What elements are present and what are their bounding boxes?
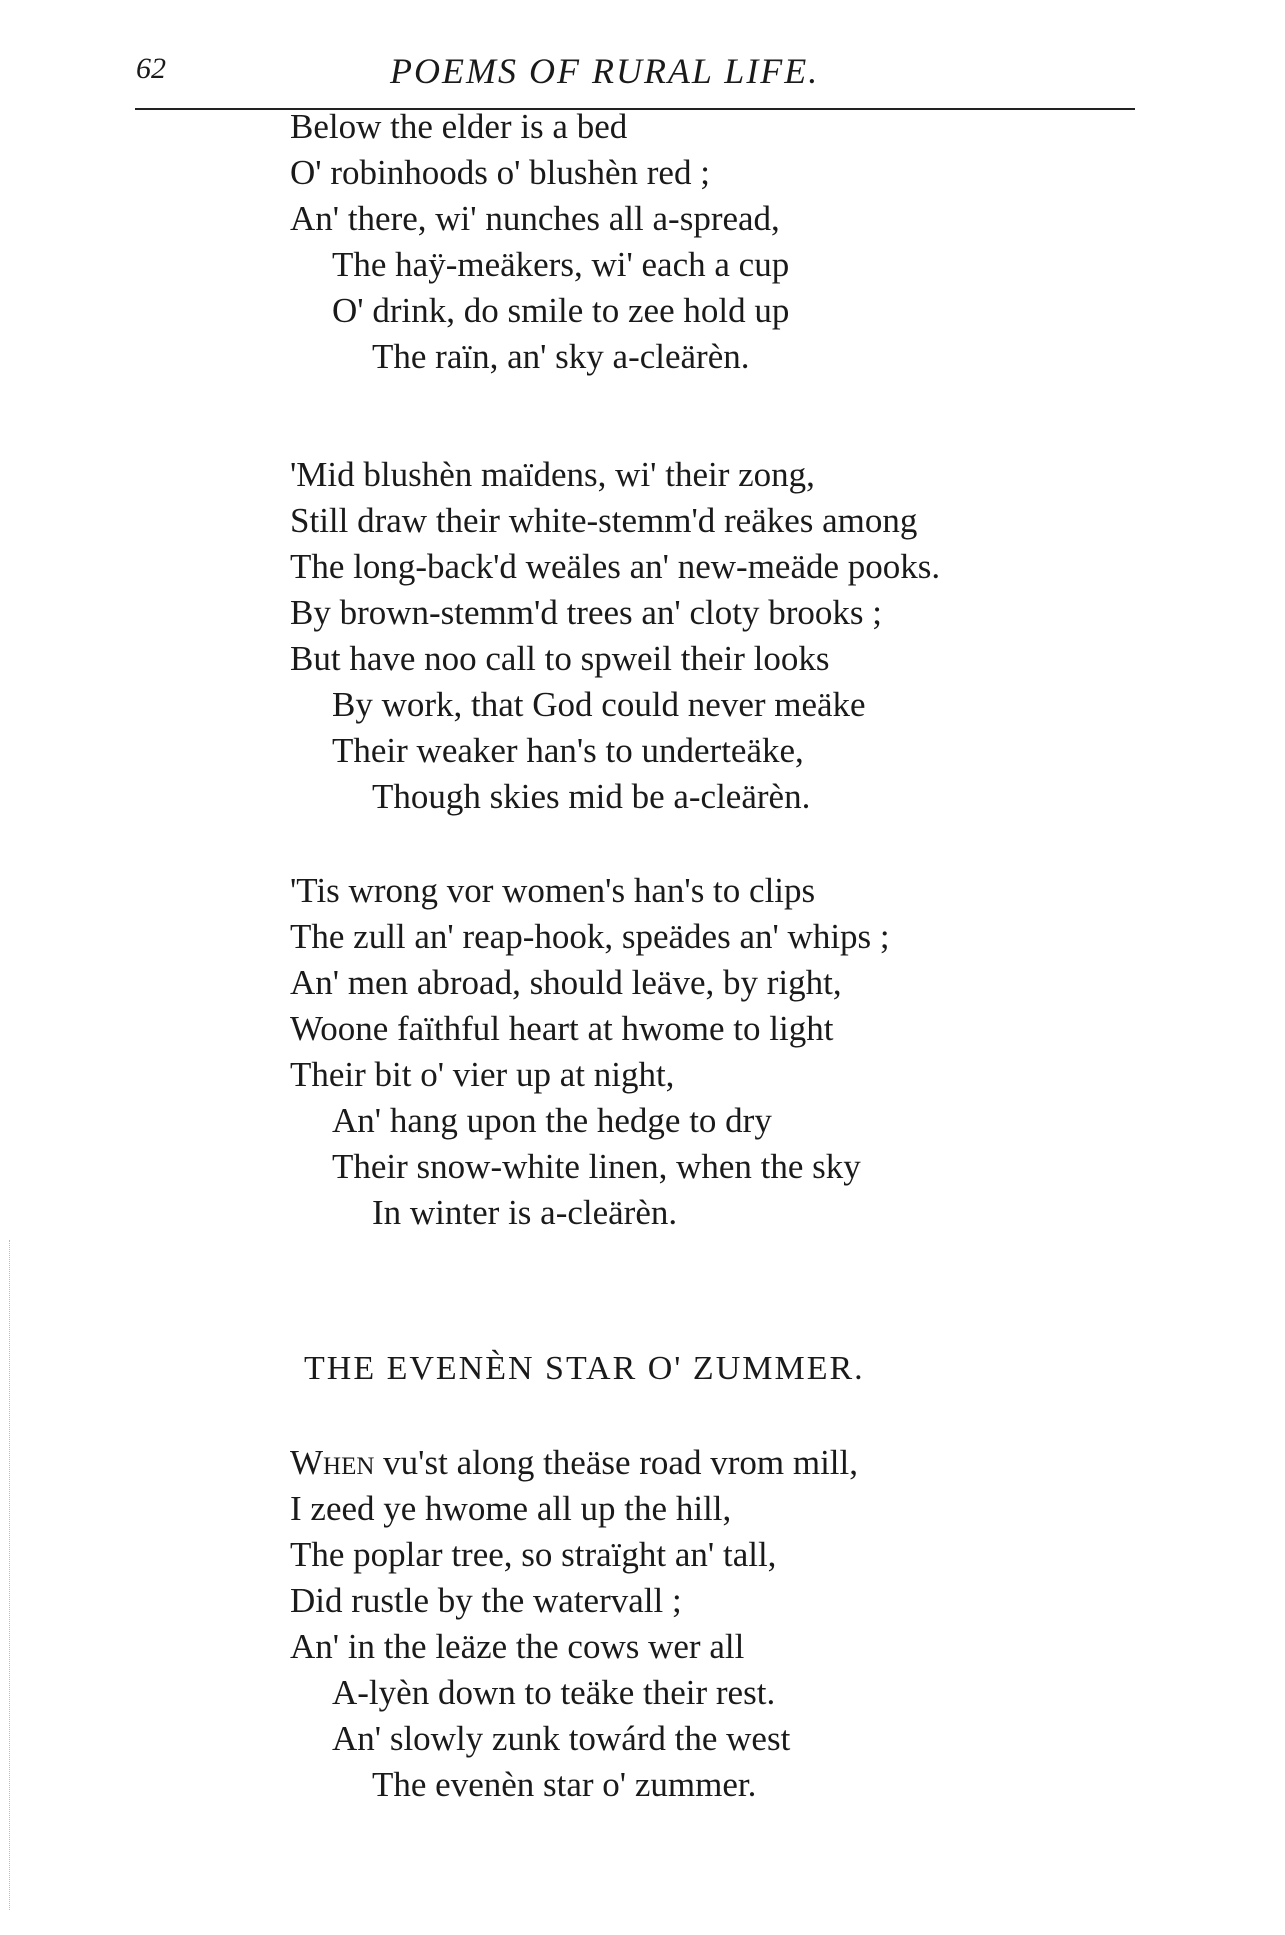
poem-line: An' slowly zunk towárd the west	[332, 1719, 791, 1758]
poem-line: I zeed ye hwome all up the hill,	[290, 1489, 732, 1528]
poem-line: 'Mid blushèn maïdens, wi' their zong,	[290, 455, 815, 494]
stanza-1	[290, 104, 1110, 380]
poem-line: The evenèn star o' zummer.	[372, 1765, 757, 1804]
poem-line: 'Tis wrong vor women's han's to clips	[290, 871, 816, 910]
stanza-2	[290, 452, 1110, 820]
poem-line: The poplar tree, so straïght an' tall,	[290, 1535, 777, 1574]
poem-line: O' drink, do smile to zee hold up	[332, 291, 790, 330]
poem-line: Their weaker han's to underteäke,	[332, 731, 804, 770]
gutter-dotted-line	[9, 1240, 10, 1910]
opening-word: When	[290, 1443, 375, 1482]
poem-line: The haÿ-meäkers, wi' each a cup	[332, 245, 790, 284]
poem-line: An' in the leäze the cows wer all	[290, 1627, 745, 1666]
stanza-poem2	[290, 1440, 1110, 1808]
poem-line: Their snow-white linen, when the sky	[332, 1147, 861, 1186]
poem-line: O' robinhoods o' blushèn red ;	[290, 153, 710, 192]
poem-line: An' men abroad, should leäve, by right,	[290, 963, 842, 1002]
poem-line: Still draw their white-stemm'd reäkes among	[290, 501, 918, 540]
poem-title: THE EVENÈN STAR O' ZUMMER.	[304, 1350, 865, 1387]
poem-line: By work, that God could never meäke	[332, 685, 866, 724]
page-number: 62	[136, 52, 166, 85]
poem-line: The zull an' reap-hook, speädes an' whips ;	[290, 917, 890, 956]
poem-line: Though skies mid be a-cleärèn.	[372, 777, 811, 816]
poem-line: Woone faïthful heart at hwome to light	[290, 1009, 834, 1048]
poem-line: An' hang upon the hedge to dry	[332, 1101, 772, 1140]
poem-line: Below the elder is a bed	[290, 107, 628, 146]
poem-line: By brown-stemm'd trees an' cloty brooks ;	[290, 593, 882, 632]
stanza-3	[290, 868, 1110, 1236]
poem-line: An' there, wi' nunches all a-spread,	[290, 199, 780, 238]
poem-line: Their bit o' vier up at night,	[290, 1055, 675, 1094]
poem-line	[290, 1440, 1110, 1486]
poem-line: The raïn, an' sky a-cleärèn.	[372, 337, 750, 376]
page-header	[130, 42, 1130, 102]
poem-line: A-lyèn down to teäke their rest.	[332, 1673, 776, 1712]
first-line-rest: vu'st along theäse road vrom mill,	[374, 1443, 858, 1482]
poem-line: The long-back'd weäles an' new-meäde pooks.	[290, 547, 941, 586]
poem-line: But have noo call to spweil their looks	[290, 639, 830, 678]
running-title: POEMS OF RURAL LIFE.	[390, 51, 820, 91]
poem-line: In winter is a-cleärèn.	[372, 1193, 678, 1232]
poem-line: Did rustle by the watervall ;	[290, 1581, 682, 1620]
